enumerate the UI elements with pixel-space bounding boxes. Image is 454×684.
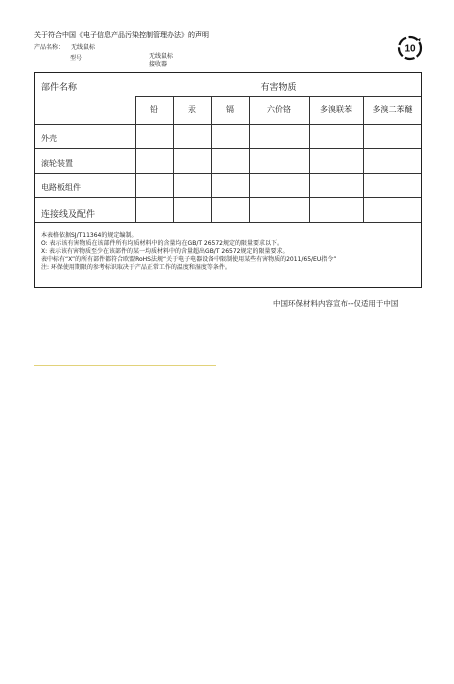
note-line: 本表格依据SJ/T11364的规定编制。: [41, 232, 138, 239]
product-name-label: 产品名称：: [34, 44, 65, 51]
logo-number: 10: [404, 43, 416, 55]
note-line: 表中标有“X”的所有部件都符合欧盟RoHS法规“关于电子电器设备中限制使用某些有害物质的2011/65/EU指令”: [41, 256, 337, 263]
substance-cadmium: 镉: [226, 105, 234, 114]
note-line: 注: 环保使用期限的参考标识取决于产品正常工作的温度和湿度等条件。: [41, 264, 231, 271]
substance-mercury: 汞: [188, 105, 196, 114]
substance-hexavalent-chromium: 六价铬: [267, 105, 291, 114]
hazardous-substances-table: [34, 72, 422, 288]
note-line: O: 表示该有害物质在该部件所有均质材料中的含量均在GB/T 26572规定的限量要求以下。: [41, 240, 283, 247]
table-notes: [41, 232, 336, 272]
row-housing: 外壳: [41, 134, 57, 143]
footer-note: 中国环保材料内容宣布--仅适用于中国: [273, 299, 399, 308]
environment-protection-period-logo-icon: [397, 35, 423, 61]
product-name-value: 无线鼠标: [71, 44, 96, 51]
note-line: X: 表示该有害物质至少在该部件的某一均质材料中的含量超出GB/T 26572规定的限量要求。: [41, 248, 289, 255]
model-value-receiver: 接收器: [149, 61, 168, 68]
model-values: [149, 53, 173, 69]
row-circuit-board: 电路板组件: [41, 183, 81, 192]
part-name-header: 部件名称: [41, 83, 78, 93]
row-cables-accessories: 连接线及配件: [41, 210, 96, 220]
model-value-mouse: 无线鼠标: [149, 53, 174, 60]
divider: [34, 365, 216, 366]
substance-pbb: 多溴联苯: [320, 105, 352, 114]
row-scroll-wheel: 滚轮装置: [41, 159, 73, 168]
document-title: 关于符合中国《电子信息产品污染控制管理办法》的声明: [34, 31, 209, 39]
model-label: 型号: [70, 55, 83, 62]
substance-pbde: 多溴二苯醚: [372, 105, 413, 114]
hazardous-substances-header: 有害物质: [260, 83, 297, 93]
substance-lead: 铅: [150, 105, 158, 114]
